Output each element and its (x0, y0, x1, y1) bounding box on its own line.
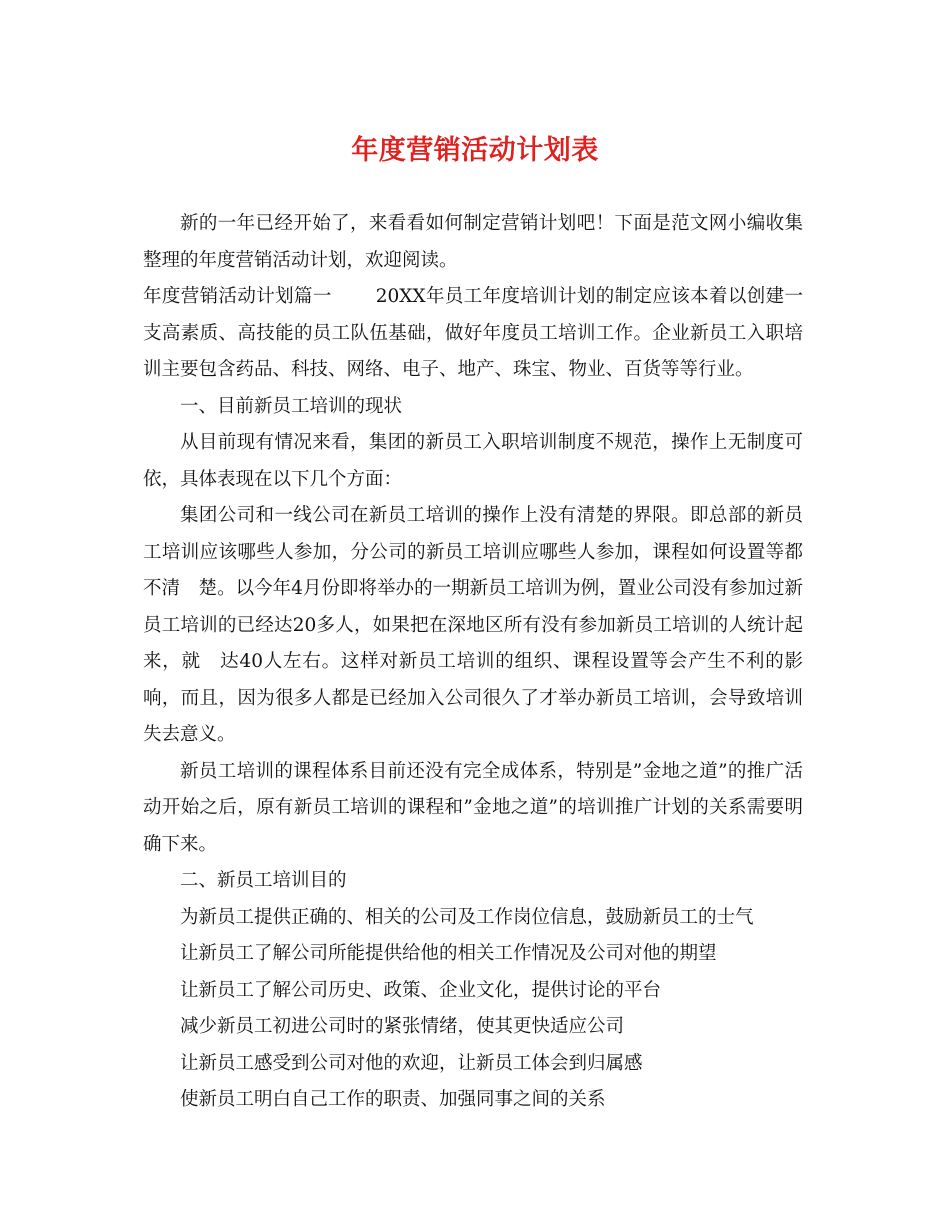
section-one-paragraph-2: 集团公司和一线公司在新员工培训的操作上没有清楚的界限。即总部的新员工培训应该哪些人参加，分公司的新员工培训应哪些人参加，课程如何设置等都不清 楚。以今年4月份即将举办的一期新员工培训为例，置业公司没有参加过新员工培训的已经达20多人，如果把在深地区所有没有参加新员工培训的人统计起来，就 达40人左右。这样对新员工培训的组织、课程设置等会产生不利的影响，而且，因为很多人都是已经加入公司很久了才举办新员工培训，会导致培训失去意义。 (143, 505, 803, 745)
section-one-paragraph-1: 从目前现有情况来看，集团的新员工入职培训制度不规范，操作上无制度可依，具体表现在以下几个方面： (143, 432, 803, 490)
goal-item: 使新员工明白自己工作的职责、加强同事之间的关系 (180, 1089, 606, 1110)
section-two-heading: 二、新员工培训目的 (180, 870, 347, 891)
section-one-heading: 一、目前新员工培训的现状 (180, 395, 403, 417)
goal-item: 让新员工了解公司历史、政策、企业文化，提供讨论的平台 (180, 979, 662, 1001)
intro-paragraph: 新的一年已经开始了，来看看如何制定营销计划吧！下面是范文网小编收集整理的年度营销活动计划，欢迎阅读。 (143, 213, 803, 271)
goal-item: 让新员工感受到公司对他的欢迎，让新员工体会到归属感 (180, 1052, 643, 1074)
part-one-text: 20XX年员工年度培训计划的制定应该本着以创建一支高素质、高技能的员工队伍基础，做好年度员工培训工作。企业新员工入职培训主要包含药品、科技、网络、电子、地产、珠宝、物业、百货等等行业。 (143, 286, 803, 380)
goal-item: 让新员工了解公司所能提供给他的相关工作情况及公司对他的期望 (180, 943, 717, 964)
section-one-paragraph-3: 新员工培训的课程体系目前还没有完全成体系，特别是”金地之道”的推广活动开始之后，原有新员工培训的课程和”金地之道”的培训推广计划的关系需要明确下来。 (143, 760, 803, 855)
part-one-label: 年度营销活动计划篇一 (143, 286, 332, 307)
part-one-paragraph (143, 279, 803, 389)
goal-item: 减少新员工初进公司时的紧张情绪，使其更快适应公司 (180, 1016, 625, 1037)
document-title: 年度营销活动计划表 (351, 135, 599, 166)
goal-item: 为新员工提供正确的、相关的公司及工作岗位信息，鼓励新员工的士气 (180, 906, 754, 928)
document-body (143, 206, 803, 1119)
